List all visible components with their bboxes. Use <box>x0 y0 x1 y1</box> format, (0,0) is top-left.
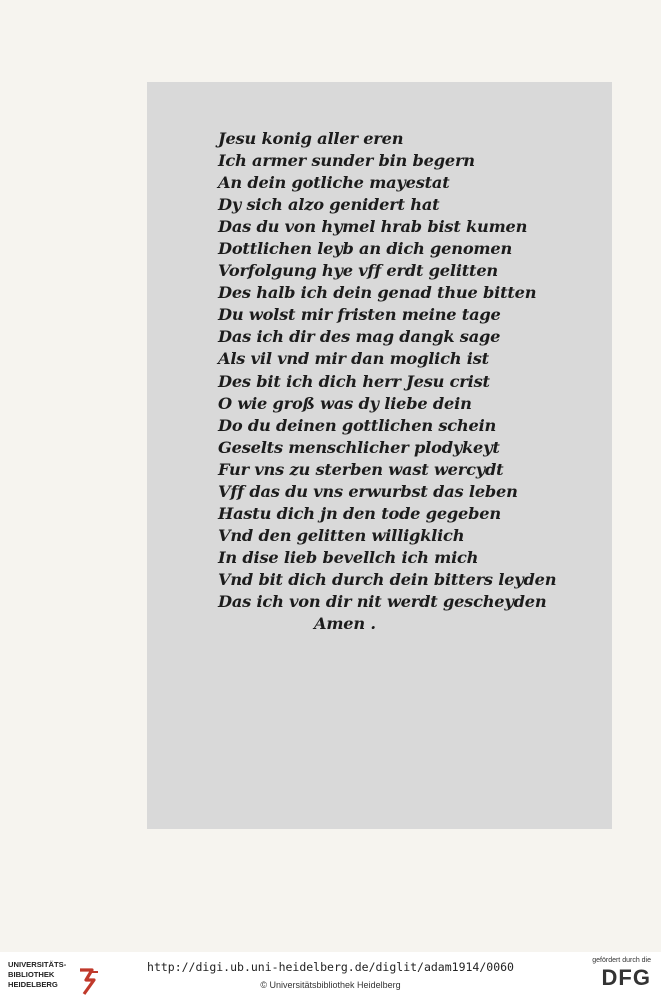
poem-line: Dottlichen leyb an dich genomen <box>218 239 513 259</box>
poem-line: Des bit ich dich herr Jesu crist <box>218 371 490 391</box>
poem-text <box>218 128 557 635</box>
poem-line: Des halb ich dein genad thue bitten <box>218 283 537 303</box>
poem-line: Du wolst mir fristen meine tage <box>218 305 501 325</box>
poem-line: Vnd bit dich durch dein bitters leyden <box>218 569 557 589</box>
copyright-notice: © Universitätsbibliothek Heidelberg <box>260 980 401 990</box>
dfg-wordmark: DFG <box>601 965 651 990</box>
library-name-line: HEIDELBERG <box>8 980 58 989</box>
poem-line: O wie groß was dy liebe dein <box>218 393 472 413</box>
dfg-logo[interactable] <box>579 956 651 996</box>
viewer-footer <box>0 952 661 998</box>
poem-line: Dy sich alzo genidert hat <box>218 195 440 215</box>
library-name-line: UNIVERSITÄTS- <box>8 960 67 969</box>
poem-line: Vff das du vns erwurbst das leben <box>218 481 518 501</box>
poem-line: Das ich dir des mag dangk sage <box>218 327 501 347</box>
poem-line: Hastu dich jn den tode gegeben <box>218 503 501 523</box>
poem-line: Ich armer sunder bin begern <box>218 151 475 171</box>
poem-amen: Amen . <box>314 614 376 634</box>
poem-line: Das ich von dir nit werdt gescheyden <box>218 591 547 611</box>
poem-line: Fur vns zu sterben wast wercydt <box>218 459 504 479</box>
permalink-url[interactable]: http://digi.ub.uni-heidelberg.de/diglit/adam1914/0060 <box>147 960 514 974</box>
poem-line: Das du von hymel hrab bist kumen <box>218 217 528 237</box>
poem-line: An dein gotliche mayestat <box>218 173 450 193</box>
library-name-line: BIBLIOTHEK <box>8 970 55 979</box>
poem-line: Geselts menschlicher plodykeyt <box>218 437 500 457</box>
poem-line: Vorfolgung hye vff erdt gelitten <box>218 261 498 281</box>
poem-line: Jesu konig aller eren <box>218 129 404 148</box>
poem-line: In dise lieb bevellch ich mich <box>218 547 479 567</box>
poem-line: Vnd den gelitten willigklich <box>218 525 465 545</box>
poem-line: Als vil vnd mir dan moglich ist <box>218 349 489 369</box>
poem-line: Do du deinen gottlichen schein <box>218 415 497 435</box>
dfg-tagline: gefördert durch die <box>592 957 651 964</box>
